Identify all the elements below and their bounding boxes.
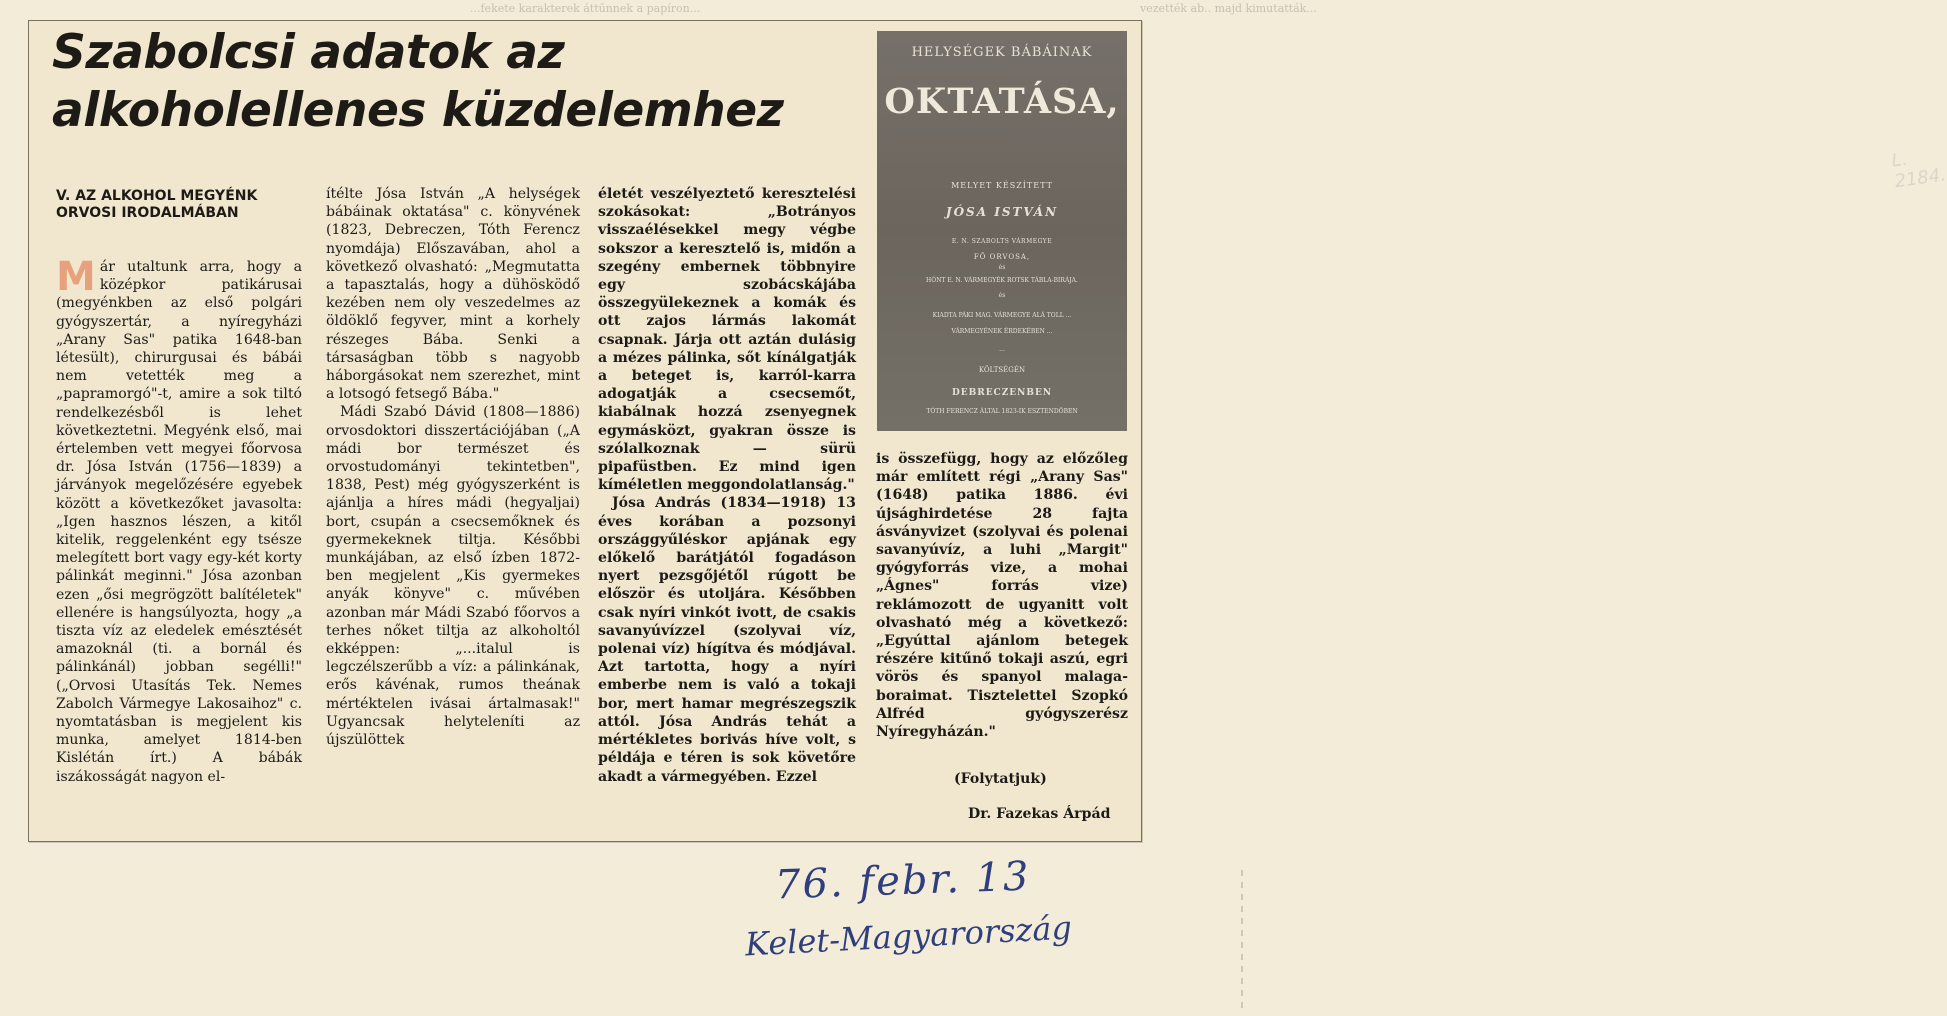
- handwritten-source: Kelet-Magyarország: [744, 908, 1073, 964]
- bleed-through-text-right: vezették ab.. majd kimutatták...: [1140, 2, 1317, 15]
- cover-line-7: VÁRMEGYÉNEK ÉRDEKÉBEN ...: [951, 328, 1053, 335]
- headline-line-1: Szabolcsi adatok az: [52, 25, 565, 80]
- article-column-2: [326, 185, 580, 749]
- continuation-note: (Folytatjuk): [954, 771, 1047, 787]
- author-byline: Dr. Fazekas Árpád: [968, 806, 1111, 822]
- headline: [52, 24, 872, 140]
- column-2-paragraph-1: ítélte Jósa István „A helységek bábáinak oktatása" c. könyvének (1823, Debreczen, Tóth Ferencz nyomdája) Előszavában, ahol a következő olvasható: „Megmutatta a tapasztalás, hogy a dühösködő kezében nem oly veszedelmes az öldöklő fegyver, mint a korhely részeges Bába. Senki a társaságban több s nagyobb háborgásokat nem szerezhet, mint a lotsogó fetsegő Bába.": [326, 186, 580, 403]
- cover-author: JÓSA ISTVÁN: [945, 205, 1059, 219]
- cover-line-6: KIADTA PÁKI MAG. VÁRMEGYE ALÁ TOLL ...: [932, 312, 1072, 319]
- drop-cap: M: [56, 254, 96, 300]
- cover-line-8: ...: [999, 346, 1005, 353]
- page-edge-mark: [1241, 870, 1243, 1010]
- column-1-text: ár utaltunk arra, hogy a középkor patikárusai (megyénkben az első polgári gyógyszertár, a nyíregyházi „Arany Sas" patika 1648-ban létesült), chirurgusai és bábái nem vetették meg a „papramorgó"-t, amire a sok tiltó rendelkezésből is lehet következtetni. Megyénk első, mai értelemben vett megyei főorvosa dr. Jósa István (1756—1839) a járványok megelőzésére egyebek között a következőket javasolta: „Igen hasznos lészen, a kitől kitelik, reggelenként egy tsésze melegített bort vagy egy-két korty pálinkát meginni." Jósa azonban ezen „ősi megrögzött balítéletek" ellenére is hangsúlyozta, hogy „a tiszta víz az eledelek emésztését amazoknál (ti. a bornál és pálinkánál) jobban segélli!" („Orvosi Utasítás Tek. Nemes Zabolch Vármegye Lakosaihoz" c. nyomtatásban is megjelent kis munka, amelyet 1814-ben Kislétán írt.) A bábák iszákosságát nagyon el-: [56, 259, 302, 785]
- article-column-1: [56, 254, 302, 786]
- column-4-text: is összefügg, hogy az előzőleg már említett régi „Arany Sas" (1648) patika 1886. évi újsághirdetése 28 fajta ásványvizet (szolyvai és polenai savanyúvíz, a luhi „Margit" gyógyforrás vize, a mohai „Ágnes" forrás vize) reklámozott de ugyanitt volt olvasható még a következő: „Egyúttal ajánlom betegek részére kitűnő tokaji aszú, egri vörös és spanyol malaga-boraimat. Tisztelettel Szopkó Alfréd gyógyszerész Nyíregyházán.": [876, 451, 1128, 741]
- headline-line-2: alkoholellenes küzdelemhez: [52, 83, 784, 138]
- section-subheading: V. AZ ALKOHOL MEGYÉNK ORVOSI IRODALMÁBAN: [56, 188, 258, 221]
- cover-title: OKTATÁSA,: [884, 81, 1120, 122]
- book-cover-image: [877, 31, 1947, 431]
- cover-line-1: E. N. SZABOLTS VÁRMEGYE: [951, 238, 1053, 245]
- bleed-through-text-top: ...fekete karakterek áttűnnek a papíron...: [470, 2, 701, 15]
- cover-line-4: HÓNT E. N. VÁRMEGYÉK ROTSK TÁBLA-BIRÁJA.: [926, 277, 1078, 284]
- article-column-3: [598, 185, 856, 786]
- cover-header: HELYSÉGEK BÁBÁINAK: [911, 45, 1093, 60]
- column-2-paragraph-2: Mádi Szabó Dávid (1808—1886) orvosdoktori disszertációjában („A mádi bor természet és orvostudományi tekintetben", 1838, Pest) még gyógyszerként is ajánlja a híres mádi (hegyaljai) bort, csupán a csecsemőknek és gyermekeknek tiltja. Későbbi munkájában, az első ízben 1872-ben megjelent „Kis gyermekes anyák könyve" c. művében azonban már Mádi Szabó főorvos a terhes nőket tiltja az alkoholtól ekképpen: „...italul is legczélszerűbb a víz: a pálinkának, erős kávénak, rumos theának mértéktelen ivásai ártalmasak!" Ugyancsak helyteleníti az újszülöttek: [326, 404, 580, 749]
- cover-city: DEBRECZENBEN: [951, 388, 1053, 398]
- handwritten-date: 76. febr. 13: [774, 853, 1032, 909]
- article-column-4: [876, 450, 1128, 741]
- cover-shelfmark: L. 2184.: [1890, 148, 1947, 193]
- column-3-paragraph-1: életét veszélyeztető keresztelési szokásokat: „Botrányos visszaélésekkel megy végbe sokszor a keresztelő is, midőn a szegény embernek többnyire egy szobácskájába összegyülekeznek a komák és ott zajos lármás lakomát csapnak. Járja ott aztán dulásig a mézes pálinka, sőt kínálgatják a beteget is, karról-karra adogatják a csecsemőt, kiabálnak hozzá zsenyegnek egymásközt, gyakran össze is szólalkoznak — sürü pipafüstben. Ez mind igen kíméletlen meggondolatlanság.": [598, 186, 856, 494]
- cover-line-3: és: [998, 264, 1006, 271]
- cover-line-5: és: [998, 292, 1006, 299]
- cover-line-2: FŐ ORVOSA,: [973, 253, 1031, 261]
- column-3-paragraph-2: Jósa András (1834—1918) 13 éves korában a pozsonyi országgyűléskor apjának egy előkelő barátjától fogadáson nyert pezsgőjétől rúgott be először és utoljára. Későbben csak nyíri vinkót ivott, de csakis savanyúvízzel (szolyvai víz, polenai víz) hígítva és módjával. Azt tartotta, hogy a nyíri emberbe nem is való a tokaji bor, mert hamar megrészegszik attól. Jósa András tehát a mértékletes borivás híve volt, s példája e téren is sok követőre akadt a vármegyében. Ezzel: [598, 495, 856, 785]
- cover-line-9: KÖLTSÉGÉN: [978, 366, 1026, 374]
- cover-made-by: MELYET KÉSZÍTETT: [951, 181, 1053, 190]
- cover-imprint: TÓTH FERENCZ ÁLTAL 1823-IK ESZTENDŐBEN: [926, 408, 1078, 415]
